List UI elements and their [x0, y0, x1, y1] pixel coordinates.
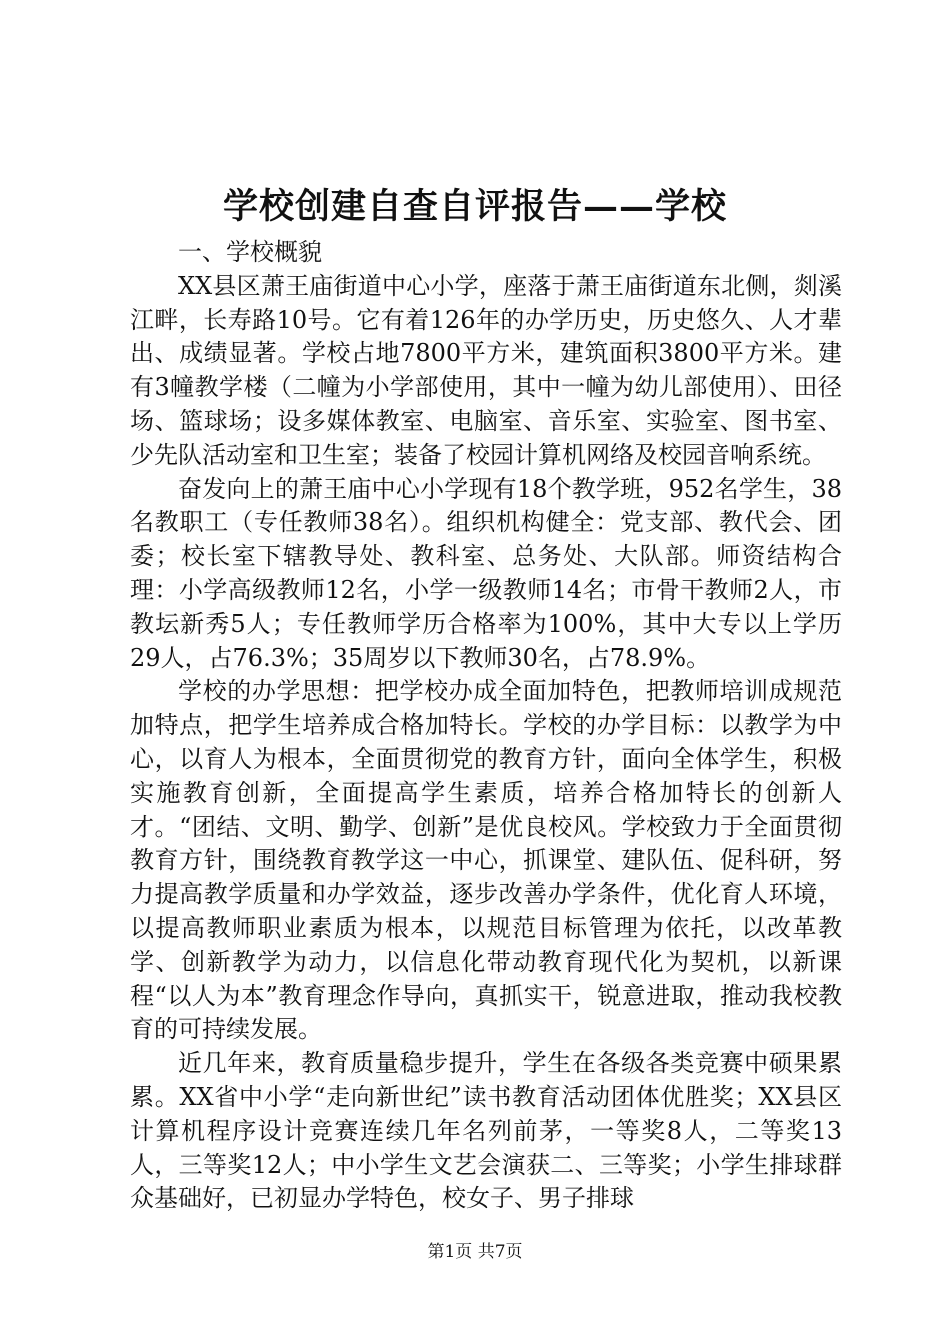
paragraph-staff: 奋发向上的萧王庙中心小学现有18个教学班，952名学生，38名教职工（专任教师38名）。组织机构健全：党支部、教代会、团委；校长室下辖教导处、教科室、总务处、大队部。师资结构合理：小学高级教师12名，小学一级教师14名；市骨干教师2人，市教坛新秀5人；专任教师学历合格率为100%，其中大专以上学历29人，占76.3%；35周岁以下教师30名，占78.9%。: [130, 474, 842, 672]
paragraph-achievements: 近几年来，教育质量稳步提升，学生在各级各类竞赛中硕果累累。XX省中小学“走向新世纪”读书教育活动团体优胜奖；XX县区计算机程序设计竞赛连续几年名列前茅，一等奖8人，二等奖13人，三等奖12人；中小学生文艺会演获二、三等奖；小学生排球群众基础好，已初显办学特色，校女子、男子排球: [130, 1049, 842, 1213]
paragraph-overview: XX县区萧王庙街道中心小学，座落于萧王庙街道东北侧，剡溪江畔，长寿路10号。它有着126年的办学历史，历史悠久、人才辈出、成绩显著。学校占地7800平方米，建筑面积3800平方米。建有3幢教学楼（二幢为小学部使用，其中一幢为幼儿部使用）、田径场、篮球场；设多媒体教室、电脑室、音乐室、实验室、图书室、少先队活动室和卫生室；装备了校园计算机网络及校园音响系统。: [130, 271, 842, 469]
paragraph-philosophy: 学校的办学思想：把学校办成全面加特色，把教师培训成规范加特点，把学生培养成合格加特长。学校的办学目标：以教学为中心，以育人为根本，全面贯彻党的教育方针，面向全体学生，积极实施教育创新，全面提高学生素质，培养合格加特长的创新人才。“团结、文明、勤学、创新”是优良校风。学校致力于全面贯彻教育方针，围绕教育教学这一中心，抓课堂、建队伍、促科研，努力提高教学质量和办学效益，逐步改善办学条件，优化育人环境，以提高教师职业素质为根本，以规范目标管理为依托，以改革教学、创新教学为动力，以信息化带动教育现代化为契机，以新课程“以人为本”教育理念作导向，真抓实干，锐意进取，推动我校教育的可持续发展。: [130, 677, 842, 1044]
section-heading: 一、学校概貌: [178, 238, 322, 266]
document-body: [130, 236, 842, 1216]
page-number-footer: 第1页 共7页: [427, 1242, 523, 1262]
document-title: 学校创建自查自评报告——学校: [222, 186, 727, 227]
